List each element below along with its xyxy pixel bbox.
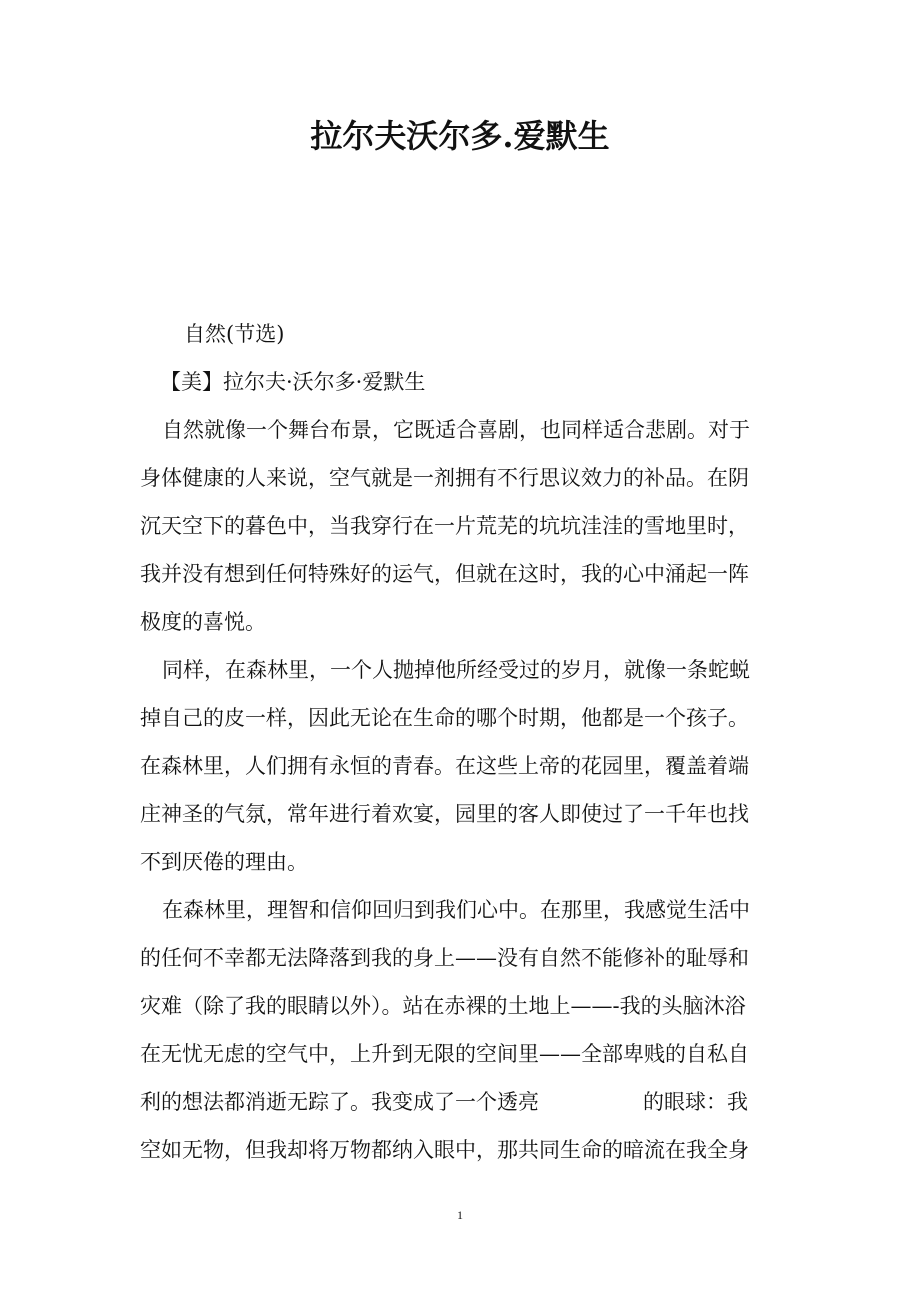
text-line-with-gap: [140, 1078, 780, 1126]
paragraph-1: [140, 406, 780, 646]
text-line: 极度的喜悦。: [140, 610, 266, 634]
author-line: 【美】拉尔夫·沃尔多·爱默生: [160, 370, 426, 394]
text-line: 身体健康的人来说，空气就是一剂拥有不行思议效力的补品。在阴: [140, 466, 749, 490]
text-line: 掉自己的皮一样，因此无论在生命的哪个时期，他都是一个孩子。: [140, 706, 749, 730]
text-line: 在森林里，人们拥有永恒的青春。在这些上帝的花园里，覆盖着端: [140, 754, 749, 778]
paragraph-2: [140, 646, 780, 886]
text-after-gap: 的眼球：我: [643, 1090, 748, 1114]
text-before-gap: 利的想法都消逝无踪了。我变成了一个透亮: [140, 1090, 539, 1114]
text-line: 的任何不幸都无法降落到我的身上——没有自然不能修补的耻辱和: [140, 946, 749, 970]
document-body: [140, 310, 780, 1174]
text-line: 沉天空下的暮色中，当我穿行在一片荒芜的坑坑洼洼的雪地里时，: [140, 514, 749, 538]
text-line: 同样，在森林里，一个人抛掉他所经受过的岁月，就像一条蛇蜕: [162, 658, 750, 682]
text-line: 自然就像一个舞台布景，它既适合喜剧，也同样适合悲剧。对于: [162, 418, 750, 442]
text-line: 在森林里，理智和信仰回归到我们心中。在那里，我感觉生活中: [162, 898, 750, 922]
text-line: 不到厌倦的理由。: [140, 850, 308, 874]
text-line: 空如无物，但我却将万物都纳入眼中，那共同生命的暗流在我全身: [140, 1138, 749, 1162]
text-line: 庄神圣的气氛，常年进行着欢宴，园里的客人即使过了一千年也找: [140, 802, 749, 826]
text-line: 在无忧无虑的空气中，上升到无限的空间里——全部卑贱的自私自: [140, 1042, 749, 1066]
document-title: 拉尔夫沃尔多.爱默生: [310, 117, 610, 155]
page-number: 1: [457, 1208, 463, 1222]
text-line: 我并没有想到任何特殊好的运气，但就在这时，我的心中涌起一阵: [140, 562, 749, 586]
text-line: 灾难（除了我的眼睛以外）。站在赤裸的土地上——-我的头脑沐浴: [140, 994, 746, 1018]
paragraph-3: [140, 886, 780, 1174]
essay-subtitle: 自然(节选): [184, 322, 285, 346]
